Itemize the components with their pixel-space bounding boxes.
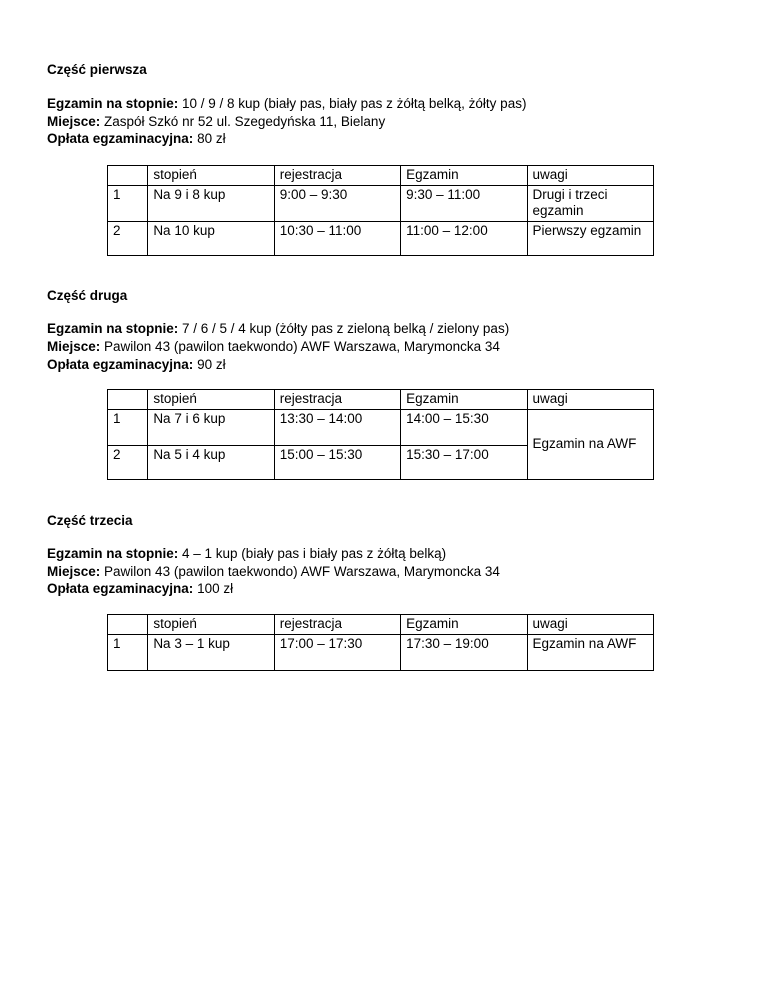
header-cell [108, 615, 148, 635]
table-row [108, 186, 654, 222]
section-1-heading: Część pierwsza [47, 62, 147, 77]
header-cell: uwagi [527, 615, 653, 635]
header-cell [108, 390, 148, 410]
table-cell: 1 [108, 410, 148, 446]
section-2-fee-line [47, 357, 226, 373]
place-value: Zaspół Szkó nr 52 ul. Szegedyńska 11, Bielany [100, 114, 386, 129]
table-cell: 13:30 – 14:00 [274, 410, 400, 446]
section-2-table [107, 389, 654, 480]
fee-value: 90 zł [193, 357, 226, 372]
exam-value: 10 / 9 / 8 kup (biały pas, biały pas z żółtą belką, żółty pas) [178, 96, 527, 111]
place-value: Pawilon 43 (pawilon taekwondo) AWF Warszawa, Marymoncka 34 [100, 339, 500, 354]
table-cell: 2 [108, 222, 148, 256]
table-cell: 9:30 – 11:00 [401, 186, 527, 222]
table-cell: Na 7 i 6 kup [148, 410, 274, 446]
section-1-place-line [47, 114, 385, 130]
header-cell: stopień [148, 615, 274, 635]
header-cell: uwagi [527, 390, 653, 410]
table-cell: Na 3 – 1 kup [148, 635, 274, 671]
exam-label: Egzamin na stopnie: [47, 96, 179, 111]
table-cell: 9:00 – 9:30 [274, 186, 400, 222]
table-header-row [108, 166, 654, 186]
table-row [108, 410, 654, 446]
exam-value: 7 / 6 / 5 / 4 kup (żółty pas z zieloną belką / zielony pas) [178, 321, 510, 336]
table-cell: 1 [108, 186, 148, 222]
header-cell: stopień [148, 166, 274, 186]
table-cell: Na 5 i 4 kup [148, 446, 274, 480]
header-cell: Egzamin [401, 390, 527, 410]
exam-label: Egzamin na stopnie: [47, 546, 179, 561]
table-cell: 17:30 – 19:00 [401, 635, 527, 671]
header-cell: rejestracja [274, 615, 400, 635]
table-cell: Na 10 kup [148, 222, 274, 256]
fee-label: Opłata egzaminacyjna: [47, 131, 194, 146]
table-cell: Drugi i trzeci egzamin [527, 186, 653, 222]
table-cell: 15:00 – 15:30 [274, 446, 400, 480]
header-cell [108, 166, 148, 186]
section-3-heading: Część trzecia [47, 513, 133, 528]
header-cell: uwagi [527, 166, 653, 186]
section-2-place-line [47, 339, 500, 355]
section-3-table [107, 614, 654, 671]
table-row [108, 635, 654, 671]
header-cell: rejestracja [274, 166, 400, 186]
section-3-place-line [47, 564, 500, 580]
table-cell: 14:00 – 15:30 [401, 410, 527, 446]
table-header-row [108, 615, 654, 635]
table-cell: 11:00 – 12:00 [401, 222, 527, 256]
header-cell: Egzamin [401, 615, 527, 635]
header-cell: rejestracja [274, 390, 400, 410]
place-label: Miejsce: [47, 339, 101, 354]
section-2-heading: Część druga [47, 288, 128, 303]
section-1-exam-line [47, 96, 526, 112]
fee-label: Opłata egzaminacyjna: [47, 357, 194, 372]
table-row [108, 222, 654, 256]
table-cell: 17:00 – 17:30 [274, 635, 400, 671]
merged-note-cell: Egzamin na AWF [527, 410, 653, 480]
place-label: Miejsce: [47, 114, 101, 129]
fee-value: 100 zł [193, 581, 234, 596]
header-cell: stopień [148, 390, 274, 410]
table-header-row [108, 390, 654, 410]
section-1-fee-line [47, 131, 226, 147]
table-cell: 2 [108, 446, 148, 480]
section-3-exam-line [47, 546, 446, 562]
place-value: Pawilon 43 (pawilon taekwondo) AWF Warszawa, Marymoncka 34 [100, 564, 500, 579]
table-cell: Na 9 i 8 kup [148, 186, 274, 222]
section-3-fee-line [47, 581, 233, 597]
table-cell: 15:30 – 17:00 [401, 446, 527, 480]
section-1-table [107, 165, 654, 256]
table-cell: 10:30 – 11:00 [274, 222, 400, 256]
exam-label: Egzamin na stopnie: [47, 321, 179, 336]
table-cell: 1 [108, 635, 148, 671]
section-2-exam-line [47, 321, 509, 337]
exam-value: 4 – 1 kup (biały pas i biały pas z żółtą belką) [178, 546, 447, 561]
table-cell: Pierwszy egzamin [527, 222, 653, 256]
place-label: Miejsce: [47, 564, 101, 579]
header-cell: Egzamin [401, 166, 527, 186]
fee-value: 80 zł [193, 131, 226, 146]
table-cell: Egzamin na AWF [527, 635, 653, 671]
fee-label: Opłata egzaminacyjna: [47, 581, 194, 596]
